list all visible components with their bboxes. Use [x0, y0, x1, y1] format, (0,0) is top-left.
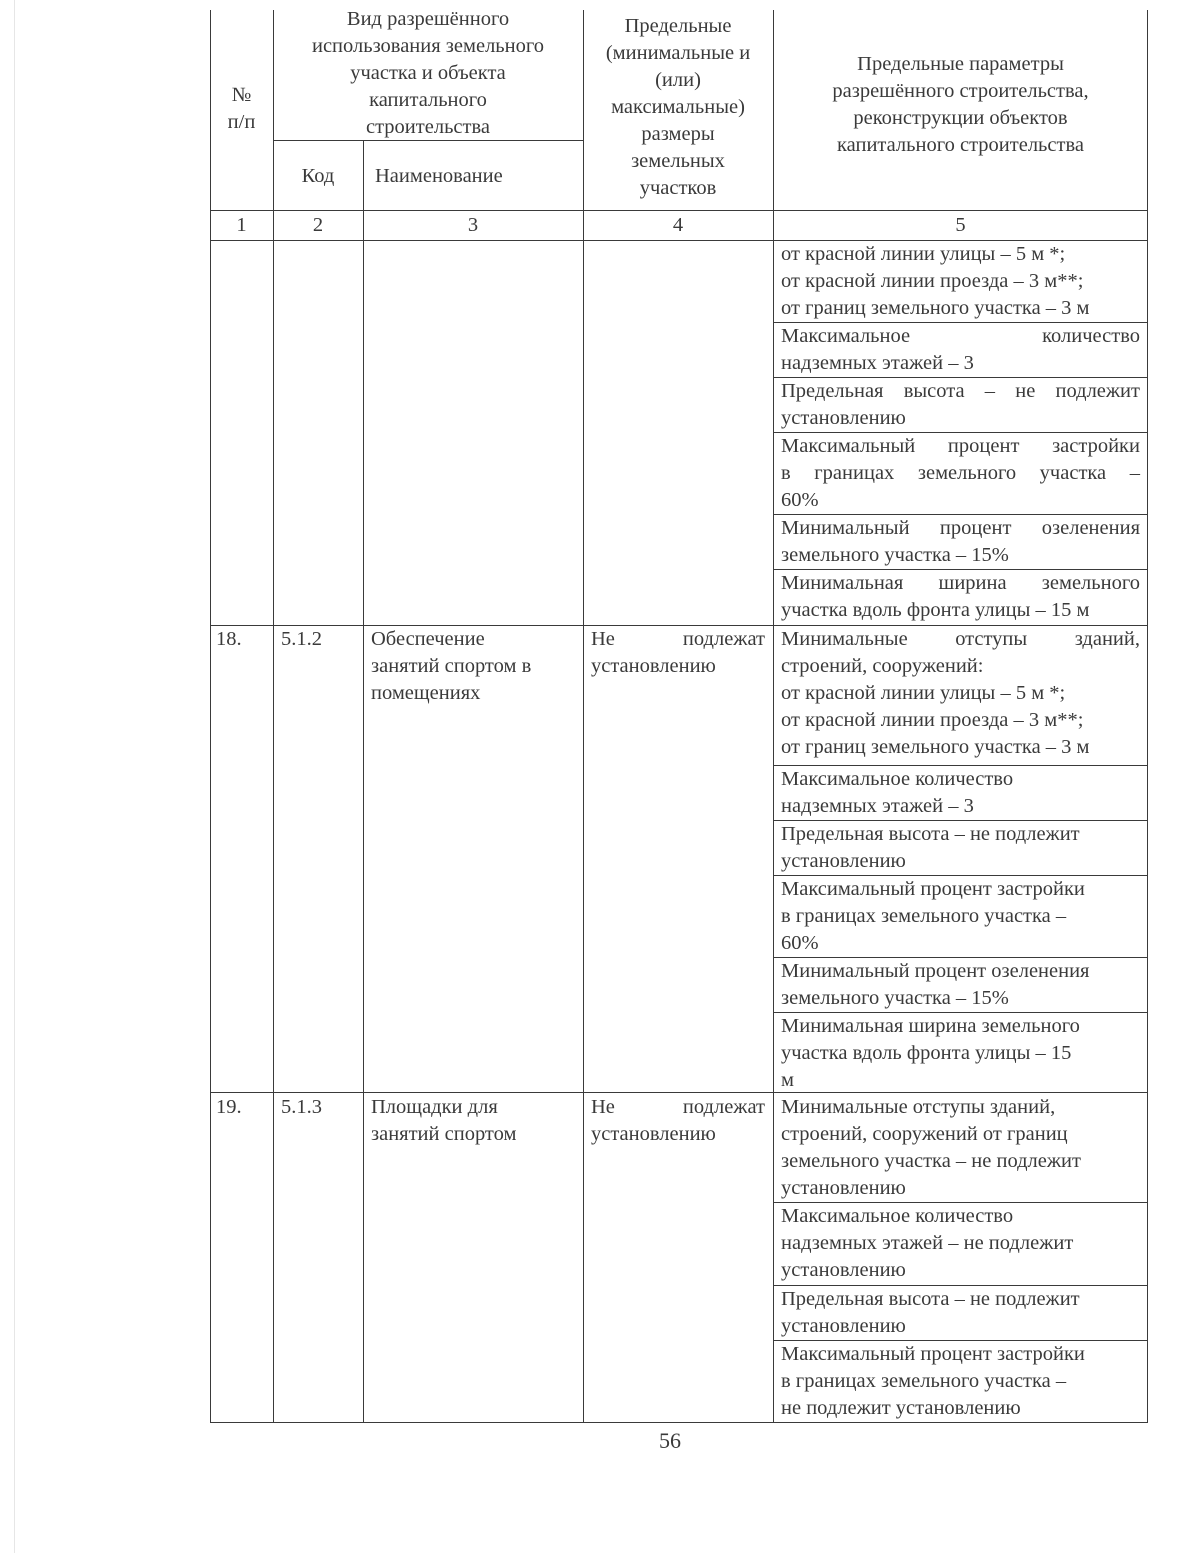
row-code: 5.1.2 [281, 628, 322, 650]
size-line: установлению [591, 1123, 716, 1145]
name-line: Обеспечение [371, 628, 485, 650]
param-line: установлению [781, 1177, 906, 1199]
param-max-floors [773, 1203, 1148, 1284]
header-sizes-line: Предельные [624, 15, 732, 37]
header-number-symbol: № [231, 84, 252, 106]
name-line: занятий спортом [371, 1123, 517, 1145]
param-line: м [781, 1069, 794, 1091]
param-max-floors [773, 766, 1148, 820]
param-line: установлению [781, 850, 906, 872]
param-building-percent [773, 1341, 1148, 1422]
header-plot-sizes [583, 13, 773, 202]
param-line: установлению [781, 1259, 906, 1281]
page-number: 56 [659, 1428, 681, 1453]
param-line: Максимальное количество [781, 1205, 1014, 1227]
col-number: 2 [312, 214, 324, 236]
header-use-line: участка и объекта [350, 62, 506, 84]
header-sizes-line: размеры [641, 123, 715, 145]
param-line: от границ земельного участка – 3 м [781, 297, 1090, 319]
row-number: 19. [216, 1096, 242, 1118]
param-line: земельного участка – не подлежит [781, 1150, 1081, 1172]
param-building-percent [773, 876, 1148, 957]
scan-edge [14, 0, 15, 1553]
row-name [363, 626, 583, 707]
header-sizes-line: (или) [655, 69, 701, 91]
param-line: Минимальные отступы зданий, [781, 628, 1140, 650]
col-number: 4 [672, 214, 684, 236]
header-sizes-line: максимальные) [611, 96, 745, 118]
param-line: участка вдоль фронта улицы – 15 м [781, 599, 1090, 621]
param-line: земельного участка – 15% [781, 987, 1009, 1009]
param-line: надземных этажей – 3 [781, 352, 974, 374]
param-line: Максимальное количество [781, 325, 1140, 347]
row-code: 5.1.3 [281, 1096, 322, 1118]
param-line: строений, сооружений: [781, 655, 984, 677]
row-plot-size [583, 626, 773, 680]
header-build-params [773, 51, 1148, 159]
param-line: Максимальное количество [781, 768, 1014, 790]
header-params-line: Предельные параметры [857, 53, 1064, 75]
header-use-type [273, 6, 583, 141]
param-line: Предельная высота – не подлежит [781, 380, 1140, 402]
param-line: Максимальный процент застройки [781, 878, 1085, 900]
col-number: 5 [955, 214, 966, 236]
param-line: Минимальный процент озеленения [781, 960, 1090, 982]
param-max-height [773, 1286, 1148, 1340]
param-min-width [773, 1013, 1148, 1094]
size-line: Не подлежат [591, 1096, 765, 1118]
param-line: в границах земельного участка – [781, 1370, 1067, 1392]
param-line: земельного участка – 15% [781, 544, 1009, 566]
param-line: Минимальные отступы зданий, [781, 1096, 1056, 1118]
param-line: от границ земельного участка – 3 м [781, 736, 1090, 758]
param-line: Максимальный процент застройки [781, 435, 1140, 457]
header-use-line: капитального [369, 89, 487, 111]
param-green-percent [773, 515, 1148, 569]
param-line: надземных этажей – 3 [781, 795, 974, 817]
param-building-percent [773, 433, 1148, 514]
row-name [363, 1094, 583, 1148]
col-number: 1 [236, 214, 247, 236]
header-params-line: капитального строительства [837, 134, 1084, 156]
param-line: установлению [781, 1315, 906, 1337]
param-line: строений, сооружений от границ [781, 1123, 1068, 1145]
col-number: 3 [467, 214, 479, 236]
param-line: Минимальная ширина земельного [781, 1015, 1080, 1037]
param-line: надземных этажей – не подлежит [781, 1232, 1074, 1254]
header-params-line: разрешённого строительства, [832, 80, 1089, 102]
header-code: Код [301, 165, 335, 187]
param-line: от красной линии проезда – 3 м**; [781, 709, 1084, 731]
param-line: от красной линии улицы – 5 м *; [781, 243, 1066, 265]
param-line: в границах земельного участка – [781, 462, 1140, 484]
land-use-table [210, 10, 1148, 1423]
size-line: Не подлежат [591, 628, 765, 650]
header-use-line: Вид разрешённого [346, 8, 510, 30]
name-line: Площадки для [371, 1096, 498, 1118]
row-number: 18. [216, 628, 242, 650]
name-line: занятий спортом в [371, 655, 532, 677]
header-use-line: использования земельного [311, 35, 545, 57]
param-line: в границах земельного участка – [781, 905, 1067, 927]
param-line: 60% [781, 932, 819, 954]
param-setbacks [773, 241, 1148, 322]
param-line: установлению [781, 407, 906, 429]
param-line: участка вдоль фронта улицы – 15 [781, 1042, 1072, 1064]
param-line: от красной линии улицы – 5 м *; [781, 682, 1066, 704]
header-number-cell [210, 82, 273, 136]
param-line: не подлежит установлению [781, 1397, 1021, 1419]
param-line: Минимальная ширина земельного [781, 572, 1140, 594]
header-use-line: строительства [366, 116, 490, 138]
param-max-height [773, 378, 1148, 432]
param-line: Максимальный процент застройки [781, 1343, 1085, 1365]
name-line: помещениях [371, 682, 481, 704]
param-line: 60% [781, 489, 819, 511]
param-line: Минимальный процент озеленения [781, 517, 1140, 539]
param-line: Предельная высота – не подлежит [781, 1288, 1080, 1310]
param-max-height [773, 821, 1148, 875]
header-sizes-line: (минимальные и [605, 42, 751, 64]
header-sizes-line: участков [639, 177, 717, 199]
header-sizes-line: земельных [631, 150, 725, 172]
param-max-floors [773, 323, 1148, 377]
header-number-abbr: п/п [227, 111, 256, 133]
header-params-line: реконструкции объектов [853, 107, 1068, 129]
header-name: Наименование [375, 165, 503, 187]
size-line: установлению [591, 655, 716, 677]
param-setbacks [773, 1094, 1148, 1202]
param-line: от красной линии проезда – 3 м**; [781, 270, 1084, 292]
param-line: Предельная высота – не подлежит [781, 823, 1080, 845]
param-min-width [773, 570, 1148, 624]
param-green-percent [773, 958, 1148, 1012]
row-plot-size [583, 1094, 773, 1148]
param-setbacks [773, 626, 1148, 761]
